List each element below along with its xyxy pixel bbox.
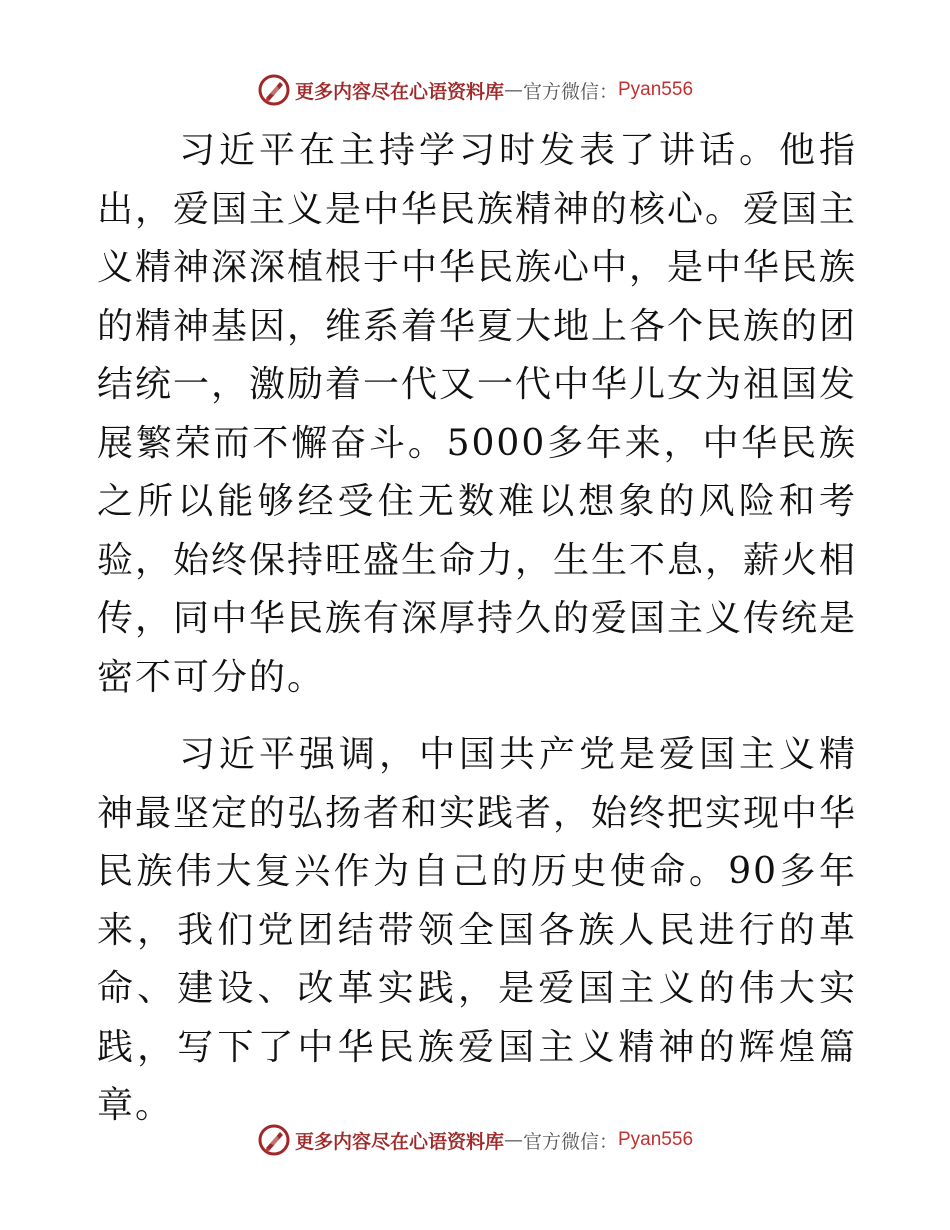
- banner-main-text: 更多内容尽在心语资料库: [294, 1130, 504, 1153]
- banner-wechat-label: 官方微信：: [522, 1130, 618, 1153]
- banner-main-text: 更多内容尽在心语资料库: [294, 80, 504, 103]
- banner-dash: —: [503, 79, 523, 101]
- banner-wechat-label: 官方微信：: [522, 80, 618, 103]
- document-body: [97, 122, 857, 1136]
- banner-wechat-id: Pyan556: [618, 1129, 694, 1150]
- banner-dash: —: [503, 1129, 523, 1151]
- paragraph-1: 习近平在主持学习时发表了讲话。他指出，爱国主义是中华民族精神的核心。爱国主义精神深深植根于中华民族心中，是中华民族的精神基因，维系着华夏大地上各个民族的团结统一，激励着一代又一代中华儿女为祖国发展繁荣而不懈奋斗。5000多年来，中华民族之所以能够经受住无数难以想象的风险和考验，始终保持旺盛生命力，生生不息，薪火相传，同中华民族有深厚持久的爱国主义传统是密不可分的。: [97, 130, 858, 698]
- footer-banner: [0, 1120, 950, 1160]
- paragraph-2: 习近平强调，中国共产党是爱国主义精神最坚定的弘扬者和实践者，始终把实现中华民族伟大复兴作为自己的历史使命。90多年来，我们党团结带领全国各族人民进行的革命、建设、改革实践，是爱国主义的伟大实践，写下了中华民族爱国主义精神的辉煌篇章。: [97, 734, 858, 1126]
- pen-in-circle-icon: [257, 73, 291, 107]
- pen-in-circle-icon: [257, 1123, 291, 1157]
- banner-wechat-id: Pyan556: [618, 79, 694, 100]
- header-banner: [0, 70, 950, 110]
